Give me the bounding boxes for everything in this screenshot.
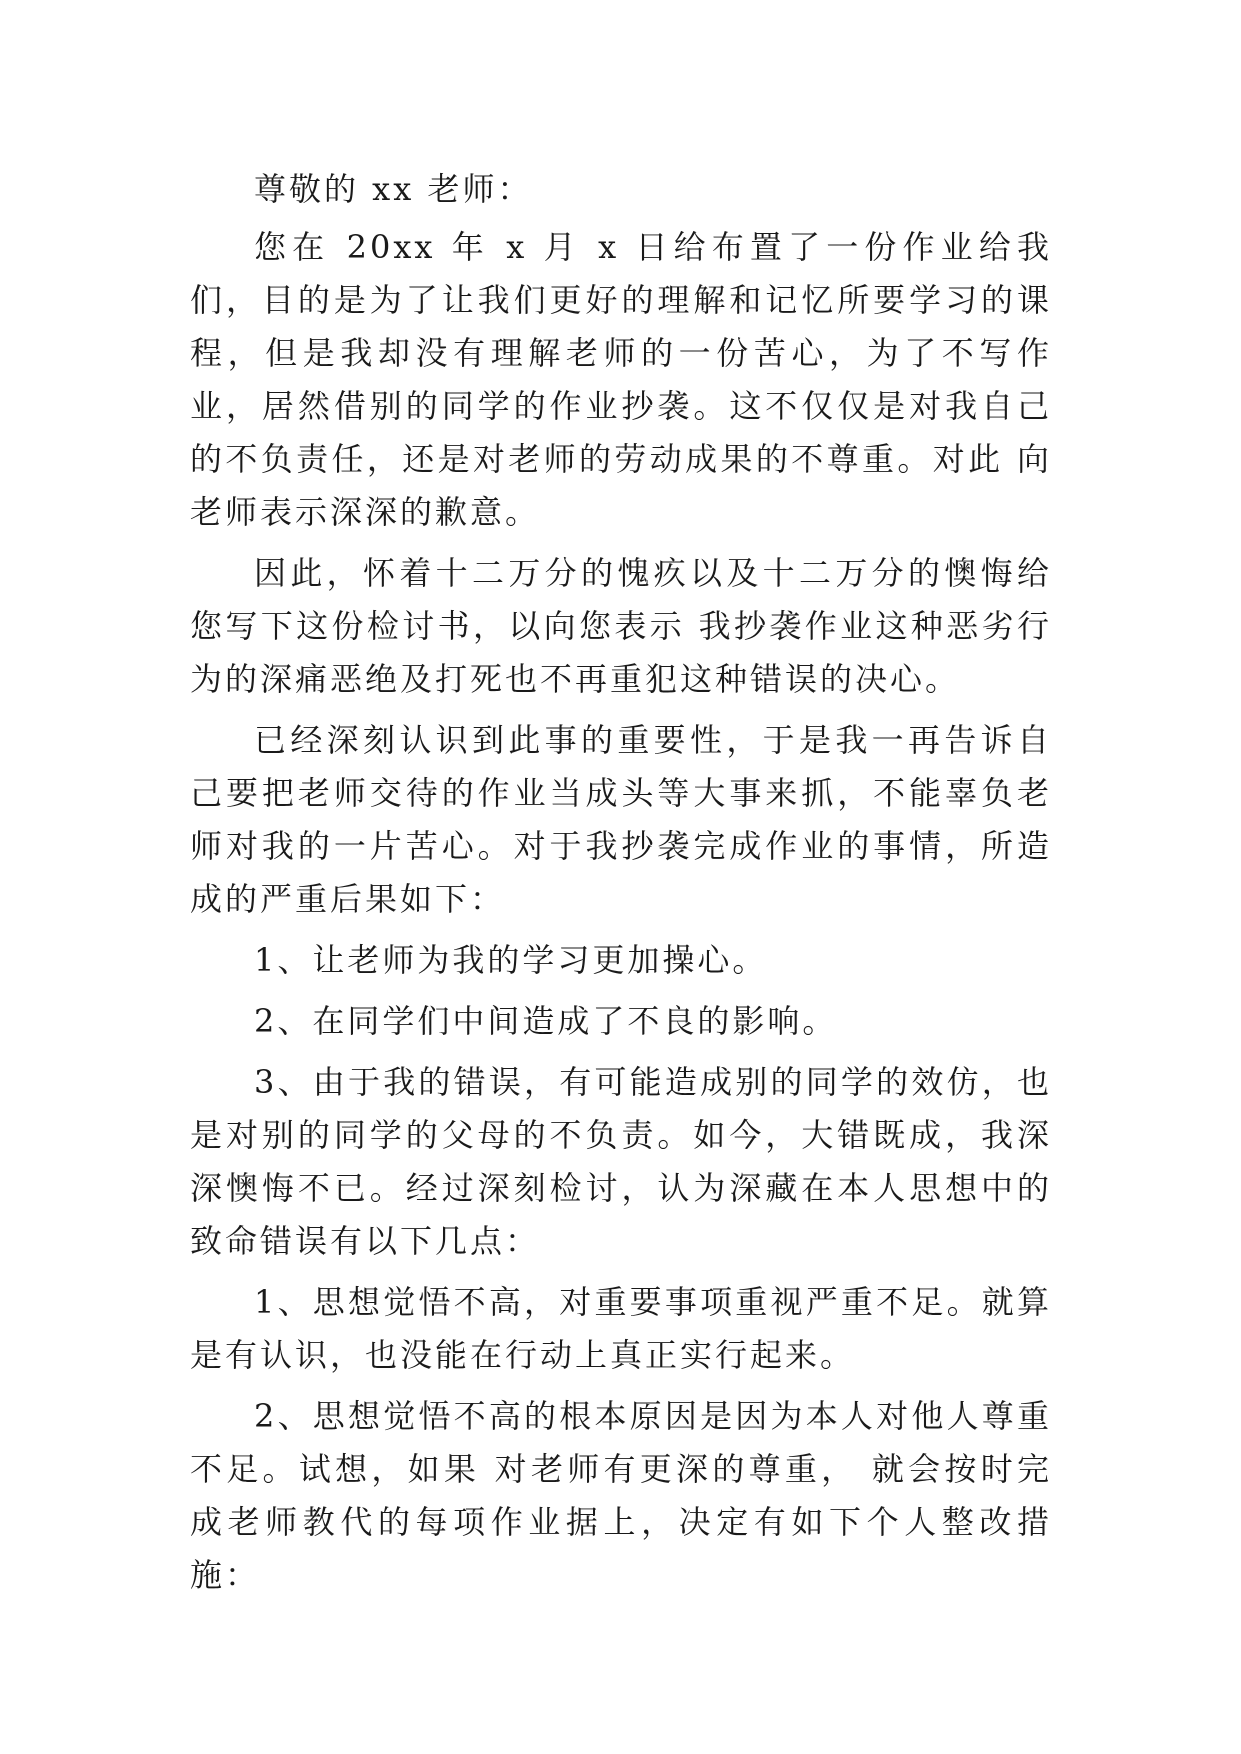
consequence-item-3: 3、由于我的错误，有可能造成别的同学的效仿，也是对别的同学的父母的不负责。如今，大错既成，我深深懊悔不已。经过深刻检讨，认为深藏在本人思想中的致命错误有以下几点： bbox=[190, 1063, 1052, 1260]
paragraph-consequences-intro: 已经深刻认识到此事的重要性，于是我一再告诉自己要把老师交待的作业当成头等大事来抓，不能辜负老师对我的一片苦心。对于我抄袭完成作业的事情，所造成的严重后果如下： bbox=[190, 721, 1052, 918]
paragraph-intro: 您在 20xx 年 x 月 x 日给布置了一份作业给我们，目的是为了让我们更好的理解和记忆所要学习的课程，但是我却没有理解老师的一份苦心，为了不写作业，居然借别的同学的作业抄袭。这不仅仅是对我自己的不负责任，还是对老师的劳动成果的不尊重。对此 向老师表示深深的歉意。 bbox=[190, 228, 1052, 531]
error-item-1: 1、思想觉悟不高，对重要事项重视严重不足。就算是有认识，也没能在行动上真正实行起来。 bbox=[190, 1283, 1052, 1374]
paragraph-apology: 因此，怀着十二万分的愧疚以及十二万分的懊悔给您写下这份检讨书，以向您表示 我抄袭作业这种恶劣行为的深痛恶绝及打死也不再重犯这种错误的决心。 bbox=[190, 554, 1052, 698]
salutation: 尊敬的 xx 老师： bbox=[254, 170, 533, 208]
document-body bbox=[190, 163, 1052, 1610]
consequence-item-2: 2、在同学们中间造成了不良的影响。 bbox=[254, 1002, 838, 1040]
error-item-2: 2、思想觉悟不高的根本原因是因为本人对他人尊重不足。试想，如果 对老师有更深的尊重， 就会按时完成老师教代的每项作业据上，决定有如下个人整改措施： bbox=[190, 1397, 1052, 1594]
consequence-item-1: 1、让老师为我的学习更加操心。 bbox=[254, 941, 768, 979]
